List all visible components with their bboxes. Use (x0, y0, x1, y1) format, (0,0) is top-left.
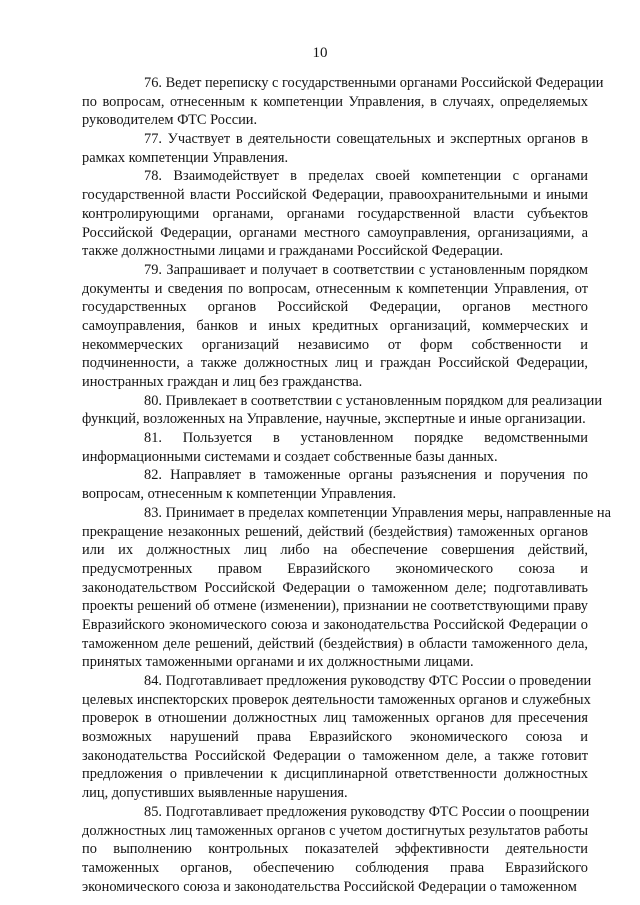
text-line: Евразийского экономического союза и законодательства Российской Федерации о (82, 616, 588, 633)
text-line: должностных лиц таможенных органов с учетом достигнутых результатов работы (82, 822, 588, 839)
text-line: по выполнению контрольных показателей эффективности деятельности (82, 841, 588, 858)
paragraph-82 (82, 466, 588, 503)
text-line: предложения о привлечении к дисциплинарной ответственности должностных (82, 766, 588, 783)
text-line: возможных нарушений права Евразийского экономического союза и (82, 729, 588, 746)
text-line: 80. Привлекает в соответствии с установленным порядком для реализации (144, 392, 603, 409)
text-line: вопросам, отнесенным к компетенции Управления. (82, 486, 397, 503)
text-line: таможенном деле решений, действий (бездействия) в области таможенного дела, (82, 635, 588, 652)
text-line: предусмотренных правом Евразийского экономического союза и (82, 560, 588, 577)
text-line: проекты решений об отмене (изменении), признании не соответствующими праву (82, 598, 588, 615)
text-line: информационными системами и создает собственные базы данных. (82, 448, 498, 465)
paragraph-76 (82, 74, 604, 130)
paragraph-78 (82, 167, 588, 260)
text-line: 84. Подготавливает предложения руководству ФТС России о проведении (144, 673, 592, 689)
text-line: или их должностных лиц либо на обеспечение совершения действий, (82, 542, 588, 559)
paragraph-77 (82, 130, 588, 167)
text-line: проверок в отношении должностных лиц таможенных органов для пресечения (82, 710, 588, 727)
text-line: лиц, допустивших выявленные нарушения. (82, 785, 348, 802)
text-line: прекращение незаконных решений, действий (бездействия) таможенных органов (82, 523, 588, 540)
text-line: 78. Взаимодействует в пределах своей компетенции с органами (144, 168, 588, 185)
paragraph-83 (82, 504, 612, 672)
text-line: подчиненности, а также должностных лиц и граждан Российской Федерации, (82, 355, 588, 372)
document-body (82, 74, 612, 896)
text-line: принятых таможенными органами и их должностными лицами. (82, 654, 474, 671)
paragraph-85 (82, 803, 588, 896)
text-line: самоуправления, банков и иных кредитных организаций, коммерческих и (82, 317, 588, 334)
text-line: 79. Запрашивает и получает в соответствии с установленным порядком (144, 261, 588, 278)
text-line: некоммерческих организаций независимо от форм собственности и (82, 336, 588, 353)
text-line: законодательством Российской Федерации о таможенном деле; подготавливать (82, 579, 588, 596)
text-line: по вопросам, отнесенным к компетенции Управления, в случаях, определяемых (82, 93, 588, 110)
text-line: иностранных граждан и лиц без гражданства. (82, 374, 363, 390)
page-number: 10 (312, 45, 328, 61)
text-line: 76. Ведет переписку с государственными органами Российской Федерации (144, 75, 604, 91)
paragraph-80 (82, 392, 603, 429)
text-line: 77. Участвует в деятельности совещательных и экспертных органов в (144, 131, 588, 148)
text-line: государственных органов Российской Федерации, органов местного (82, 299, 588, 316)
text-line: законодательства Российской Федерации о таможенном деле, а также готовит (82, 747, 588, 764)
text-line: 81. Пользуется в установленном порядке ведомственными (144, 430, 588, 447)
paragraph-84 (82, 672, 592, 803)
paragraph-81 (82, 429, 588, 466)
text-line: 85. Подготавливает предложения руководству ФТС России о поощрении (144, 803, 590, 820)
text-line: 82. Направляет в таможенные органы разъяснения и поручения по (144, 467, 588, 484)
text-line: руководителем ФТС России. (82, 112, 258, 129)
text-line: экономического союза и законодательства Российской Федерации о таможенном (82, 878, 577, 895)
text-line: целевых инспекторских проверок деятельности таможенных органов и служебных (82, 691, 591, 708)
text-line: таможенных органов, обеспечению соблюдения права Евразийского (82, 859, 588, 876)
text-line: Российской Федерации, органами местного самоуправления, организациями, а (82, 224, 588, 241)
text-line: функций, возложенных на Управление, научные, экспертные и иные организации. (82, 411, 586, 428)
text-line: 83. Принимает в пределах компетенции Управления меры, направленные на (144, 504, 612, 521)
text-line: документы и сведения по вопросам, отнесенным к компетенции Управления, от (82, 280, 588, 297)
text-line: государственной власти Российской Федерации, правоохранительными и иными (82, 187, 588, 204)
text-line: рамках компетенции Управления. (82, 149, 289, 166)
paragraph-79 (82, 261, 588, 392)
text-line: контролирующими органами, органами государственной власти субъектов (82, 205, 588, 222)
text-line: также должностными лицами и гражданами Российской Федерации. (82, 243, 504, 260)
